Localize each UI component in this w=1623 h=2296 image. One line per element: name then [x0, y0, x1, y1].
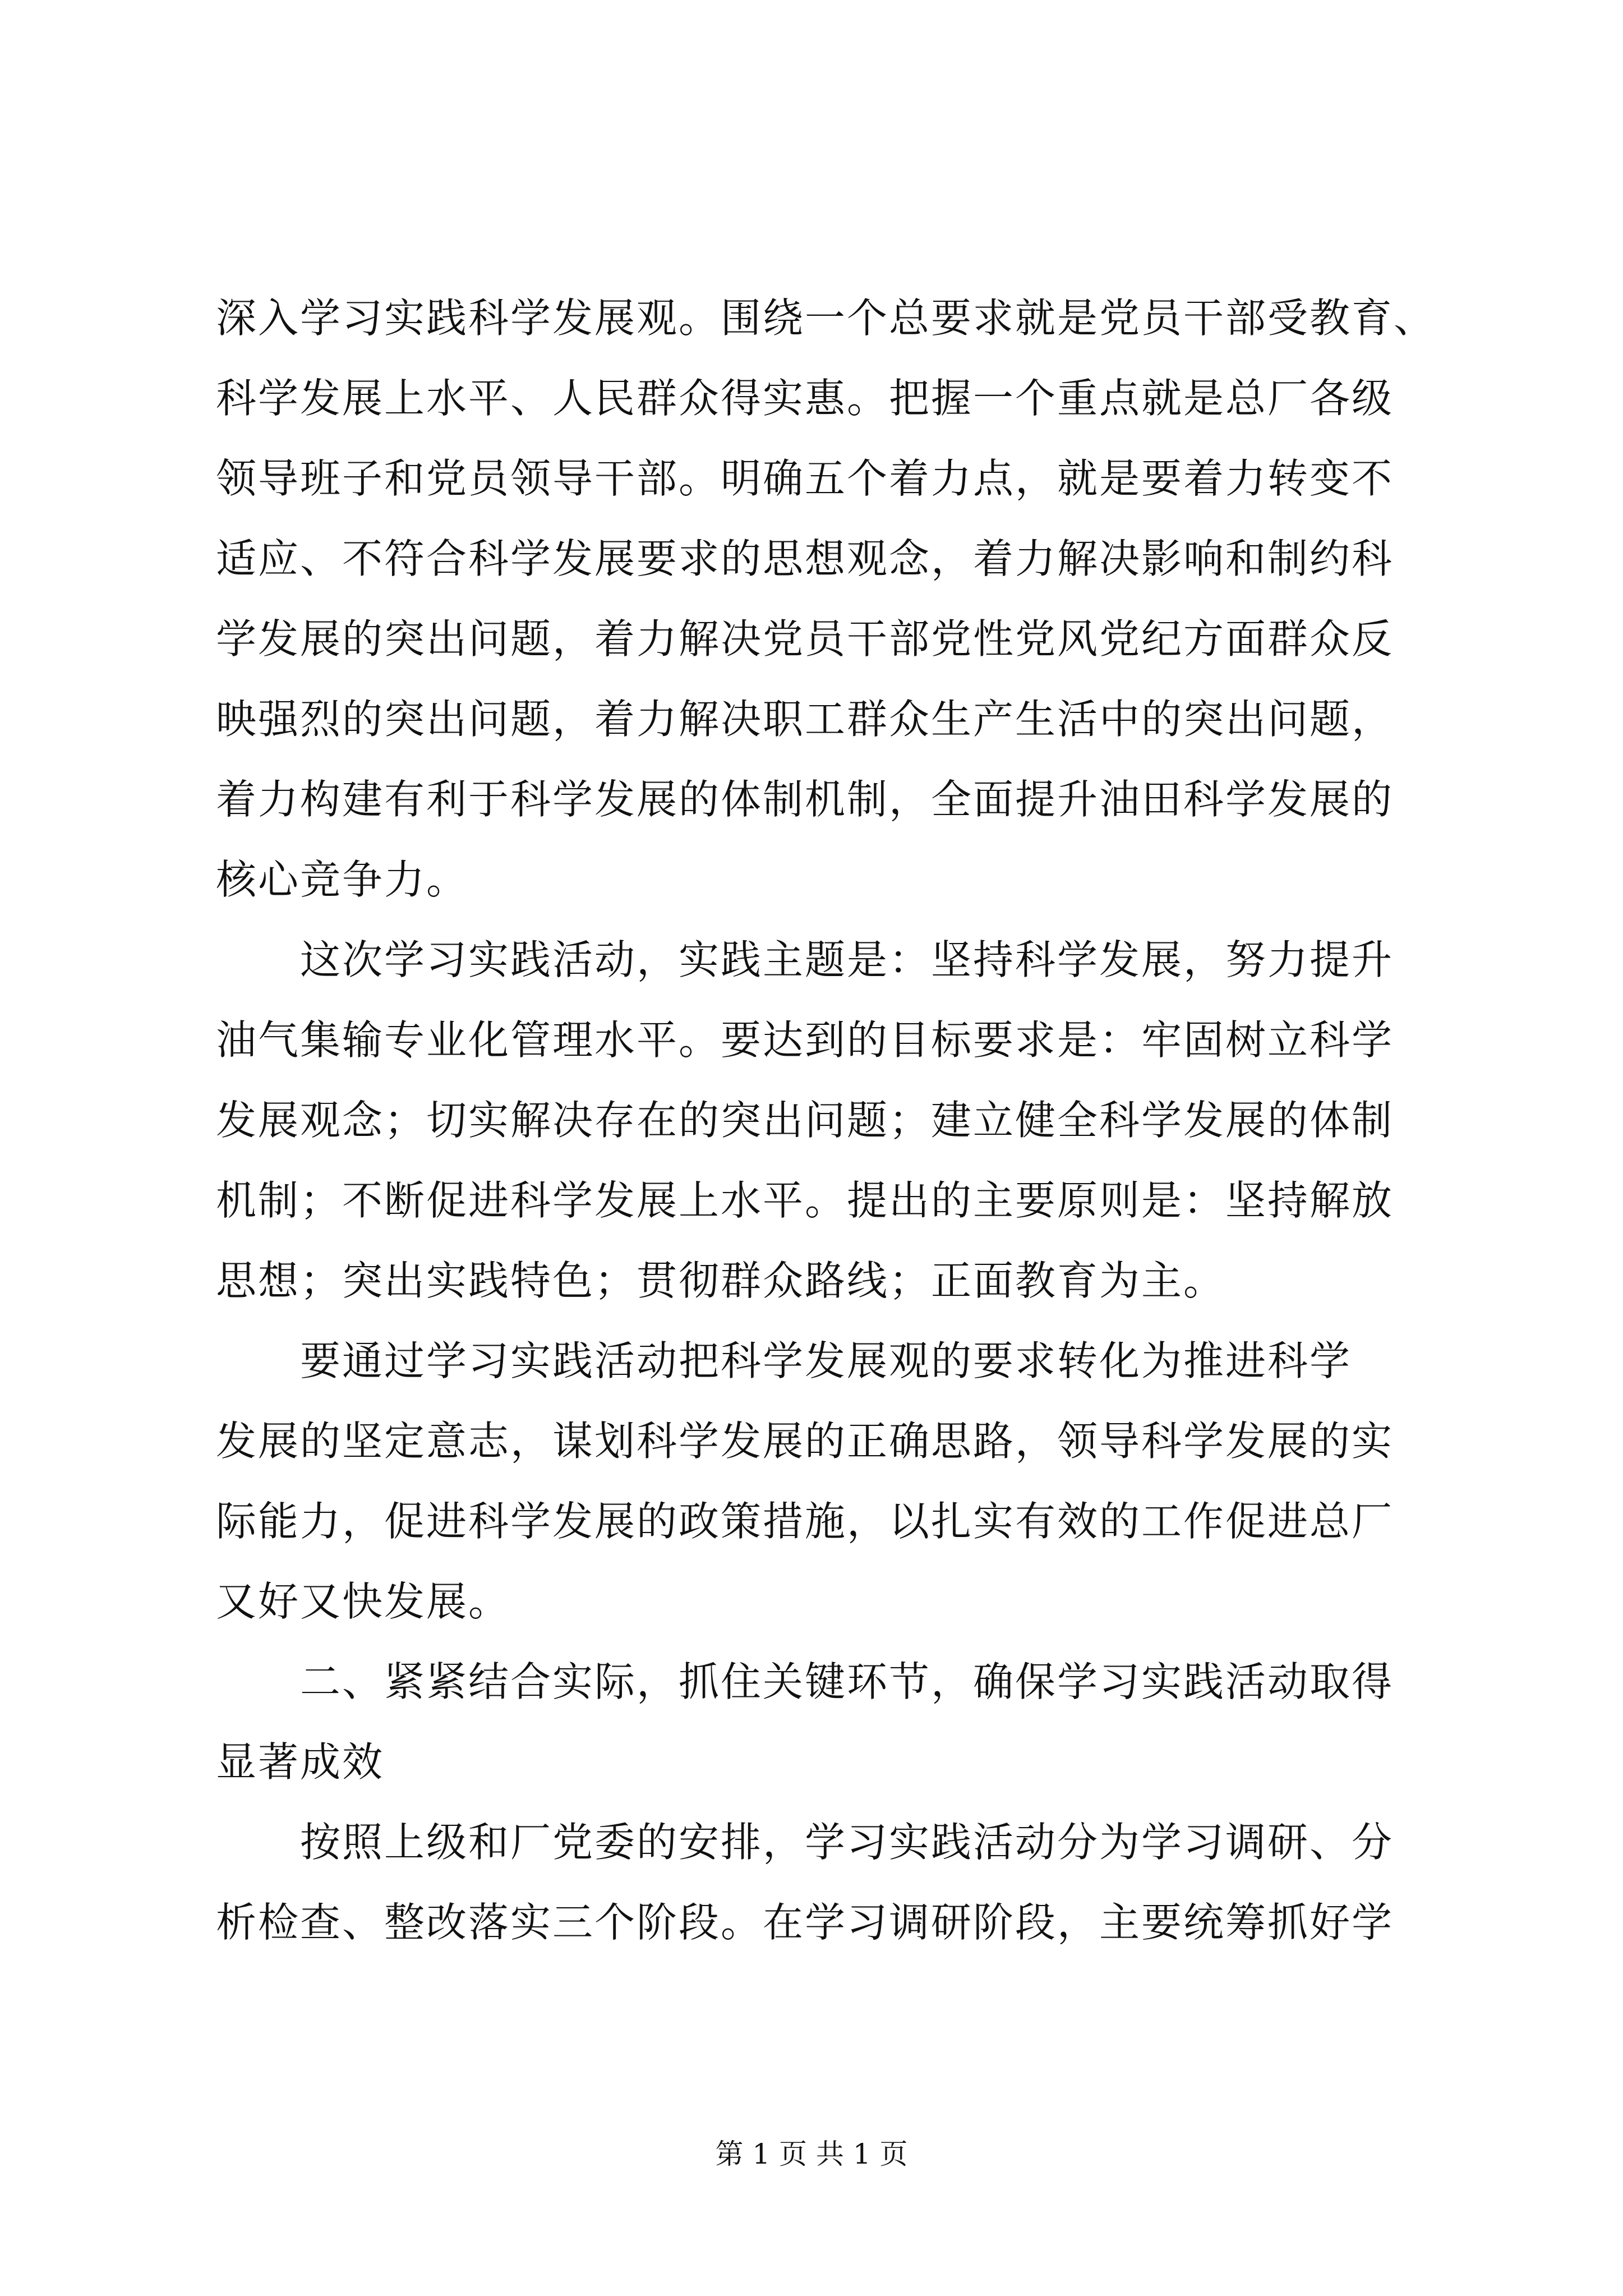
text-line: 析检查、整改落实三个阶段。在学习调研阶段，主要统筹抓好学: [216, 1899, 1394, 1946]
section-heading-line: 二、紧紧结合实际，抓住关键环节，确保学习实践活动取得: [300, 1658, 1394, 1705]
text-line: 科学发展上水平、人民群众得实惠。把握一个重点就是总厂各级: [216, 375, 1394, 422]
text-line: 适应、不符合科学发展要求的思想观念，着力解决影响和制约科: [216, 535, 1394, 582]
section-heading-line: 显著成效: [216, 1738, 385, 1786]
text-line: 机制；不断促进科学发展上水平。提出的主要原则是：坚持解放: [216, 1177, 1394, 1224]
text-line: 深入学习实践科学发展观。围绕一个总要求就是党员干部受教育、: [216, 295, 1436, 342]
text-line: 领导班子和党员领导干部。明确五个着力点，就是要着力转变不: [216, 455, 1394, 502]
text-line: 发展观念；切实解决存在的突出问题；建立健全科学发展的体制: [216, 1097, 1394, 1144]
text-line: 又好又快发展。: [216, 1578, 511, 1625]
paragraph-start-line: 要通过学习实践活动把科学发展观的要求转化为推进科学: [300, 1337, 1352, 1384]
text-line: 思想；突出实践特色；贯彻群众路线；正面教育为主。: [216, 1257, 1226, 1304]
text-line: 油气集输专业化管理水平。要达到的目标要求是：牢固树立科学: [216, 1016, 1394, 1064]
text-line: 映强烈的突出问题，着力解决职工群众生产生活中的突出问题，: [216, 696, 1394, 743]
page-number-footer: 第 1 页 共 1 页: [715, 2138, 908, 2170]
paragraph-start-line: 按照上级和厂党委的安排，学习实践活动分为学习调研、分: [300, 1819, 1394, 1866]
text-line: 际能力，促进科学发展的政策措施，以扎实有效的工作促进总厂: [216, 1498, 1394, 1545]
text-line: 发展的坚定意志，谋划科学发展的正确思路，领导科学发展的实: [216, 1418, 1394, 1465]
text-line: 核心竞争力。: [216, 856, 469, 903]
text-line: 学发展的突出问题，着力解决党员干部党性党风党纪方面群众反: [216, 615, 1394, 662]
text-line: 着力构建有利于科学发展的体制机制，全面提升油田科学发展的: [216, 776, 1394, 823]
paragraph-start-line: 这次学习实践活动，实践主题是：坚持科学发展，努力提升: [300, 936, 1394, 983]
